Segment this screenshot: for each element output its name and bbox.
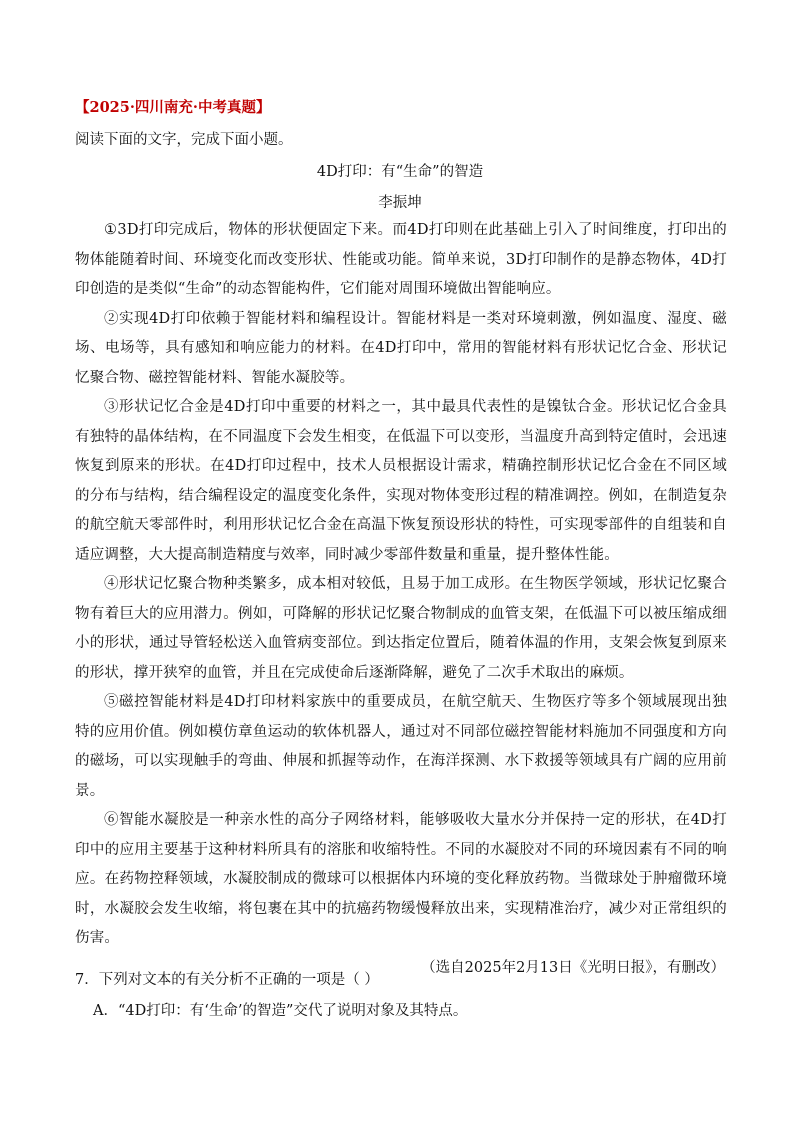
paragraph-2: ②实现4D打印依赖于智能材料和编程设计。智能材料是一类对环境刺激，例如温度、湿度、磁场、电场等，具有感知和响应能力的材料。在4D打印中，常用的智能材料有形状记忆合金、形状记忆聚合物、磁控智能材料、智能水凝胶等。 <box>75 310 727 386</box>
paragraph-3: ③形状记忆合金是4D打印中重要的材料之一，其中最具代表性的是镍钛合金。形状记忆合金具有独特的晶体结构，在不同温度下会发生相变，在低温下可以变形，当温度升高到特定值时，会迅速恢复到原来的形状。在4D打印过程中，技术人员根据设计需求，精确控制形状记忆合金在不同区域的分布与结构，结合编程设定的温度变化条件，实现对物体变形过程的精准调控。例如，在制造复杂的航空航天零部件时，利用形状记忆合金在高温下恢复预设形状的特性，可实现零部件的自组装和自适应调整，大大提高制造精度与效率，同时减少零部件数量和重量，提升整体性能。 <box>75 399 727 563</box>
source-citation: （选自2025年2月13日《光明日报》，有删改） <box>421 959 725 976</box>
article-author: 李振坤 <box>378 195 422 211</box>
source-tag: 【2025·四川南充·中考真题】 <box>75 99 271 116</box>
reading-instruction: 阅读下面的文字，完成下面小题。 <box>75 132 293 148</box>
paragraph-4: ④形状记忆聚合物种类繁多，成本相对较低，且易于加工成形。在生物医学领域，形状记忆聚合物有着巨大的应用潜力。例如，可降解的形状记忆聚合物制成的血管支架，在低温下可以被压缩成细小的形状，通过导管轻松送入血管病变部位。到达指定位置后，随着体温的作用，支架会恢复到原来的形状，撑开狭窄的血管，并且在完成使命后逐渐降解，避免了二次手术取出的麻烦。 <box>75 576 727 681</box>
paragraph-1: ①3D打印完成后，物体的形状便固定下来。而4D打印则在此基础上引入了时间维度，打印出的物体能随着时间、环境变化而改变形状、性能或功能。简单来说，3D打印制作的是静态物体，4D打印创造的是类似“生命”的动态智能构件，它们能对周围环境做出智能响应。 <box>75 222 727 297</box>
question-option-a: A．“4D打印：有‘生命’的智造”交代了说明对象及其特点。 <box>93 1003 468 1019</box>
paragraph-6: ⑥智能水凝胶是一种亲水性的高分子网络材料，能够吸收大量水分并保持一定的形状，在4D打印中的应用主要基于这种材料所具有的溶胀和收缩特性。不同的水凝胶对不同的环境因素有不同的响应。在药物控释领域，水凝胶制成的微球可以根据体内环境的变化释放药物。当微球处于肿瘤微环境时，水凝胶会发生收缩，将包裹在其中的抗癌药物缓慢释放出来，实现精准治疗，减少对正常组织的伤害。 <box>75 812 727 946</box>
paragraph-5: ⑤磁控智能材料是4D打印材料家族中的重要成员，在航空航天、生物医疗等多个领域展现出独特的应用价值。例如模仿章鱼运动的软体机器人，通过对不同部位磁控智能材料施加不同强度和方向的磁场，可以实现触手的弯曲、伸展和抓握等动作，在海洋探测、水下救援等领域具有广阔的应用前景。 <box>75 694 727 799</box>
question-stem: 7．下列对文本的有关分析不正确的一项是（ ） <box>75 972 379 988</box>
article-title: 4D打印：有“生命”的智造 <box>316 164 484 180</box>
article-body <box>75 216 727 983</box>
